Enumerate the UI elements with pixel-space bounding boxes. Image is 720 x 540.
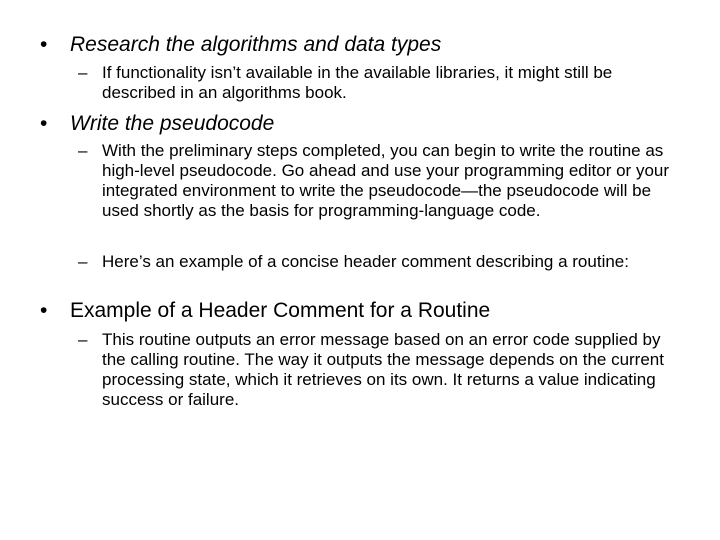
bullet-icon: • — [40, 33, 48, 56]
heading-header-comment: Example of a Header Comment for a Routine — [70, 299, 491, 322]
subbullet-text: If functionality isn’t available in the available libraries, it might still be described in an algorithms book. — [102, 63, 613, 102]
dash-icon: – — [78, 252, 88, 271]
dash-icon: – — [78, 141, 88, 160]
subbullet-text: With the preliminary steps completed, you can begin to write the routine as high-level pseudocode. Go ahead and use your programming editor or your integrated environment to write the pseudocode—the pseudocode will be used shortly as the basis for programming-language code. — [102, 141, 670, 220]
bullet-icon: • — [40, 299, 48, 322]
heading-research: Research the algorithms and data types — [70, 33, 442, 56]
heading-pseudocode: Write the pseudocode — [70, 112, 275, 135]
bullet-icon: • — [40, 112, 48, 135]
dash-icon: – — [78, 330, 88, 349]
subbullet-text: Here’s an example of a concise header comment describing a routine: — [102, 252, 629, 271]
subbullet-text: This routine outputs an error message based on an error code supplied by the calling routine. The way it outputs the message depends on the current processing state, which it retrieves on its own. It returns a value indicating success or failure. — [102, 330, 664, 409]
dash-icon: – — [78, 63, 88, 82]
